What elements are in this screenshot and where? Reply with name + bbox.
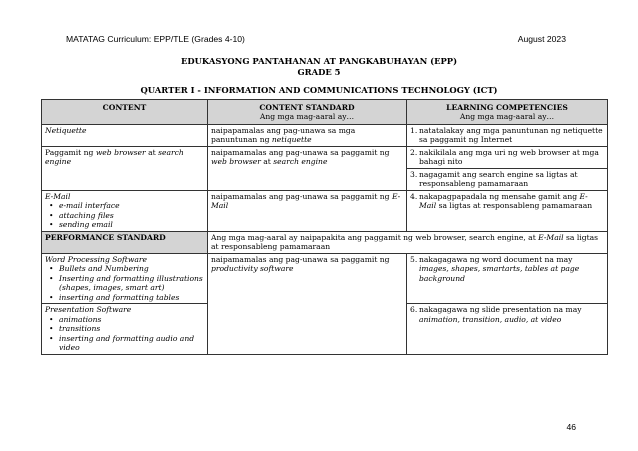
standard-cell: naipamamalas ang pag-unawa sa paggamit ng E-Mail [208, 190, 407, 231]
header-content-standard: CONTENT STANDARD Ang mga mag-aaral ay… [208, 100, 407, 125]
subject-title: EDUKASYONG PANTAHANAN AT PANGKABUHAYAN (EPP) [180, 56, 458, 66]
standard-cell: naipapamalas ang pag-unawa sa mga panuntunan ng netiquette [208, 124, 407, 146]
curriculum-table [41, 99, 608, 355]
standard-cell: naipamamalas ang pag-unawa sa paggamit ng productivity software [208, 253, 407, 354]
competency-cell: 5. nakagagawa ng word document na may images, shapes, smartarts, tables at page background [407, 253, 608, 303]
list-item: • transitions [59, 324, 204, 333]
competency-cell: 1. natatalakay ang mga panuntunan ng netiquette sa paggamit ng Internet [407, 124, 608, 146]
list-item: • Bullets and Numbering [59, 264, 204, 273]
curriculum-header: MATATAG Curriculum: EPP/TLE (Grades 4-10) [66, 34, 245, 44]
table-row [42, 124, 608, 146]
table-row [42, 146, 608, 168]
competency-cell: 4. nakapagpapadala ng mensahe gamit ang E-Mail sa ligtas at responsableng pamamaraan [407, 190, 608, 231]
performance-standard-text: Ang mga mag-aaral ay naipapakita ang paggamit ng web browser, search engine, at E-Mail sa ligtas at responsableng pamamaraan [208, 231, 608, 253]
table-header-row [42, 100, 608, 125]
content-cell: Presentation Software • animations • transitions • inserting and formatting audio and video [42, 304, 208, 354]
performance-standard-label: PERFORMANCE STANDARD [42, 231, 208, 253]
grade-title: GRADE 5 [297, 67, 341, 77]
date-header: August 2023 [517, 34, 566, 44]
list-item: • inserting and formatting tables [59, 293, 204, 302]
content-cell: E-Mail • e-mail interface • attaching files • sending email [42, 190, 208, 231]
list-item: • e-mail interface [59, 201, 204, 210]
content-cell: Paggamit ng web browser at search engine [42, 146, 208, 190]
list-item: • Inserting and formatting illustrations (shapes, images, smart art) [59, 274, 204, 293]
table-row [42, 190, 608, 231]
standard-cell: naipamamalas ang pag-unawa sa paggamit ng web browser at search engine [208, 146, 407, 190]
list-item: • inserting and formatting audio and video [59, 334, 204, 353]
table-row [42, 253, 608, 303]
performance-standard-row [42, 231, 608, 253]
list-item: • sending email [59, 220, 204, 229]
competency-cell: 3. nagagamit ang search engine sa ligtas at responsableng pamamaraan [407, 168, 608, 190]
header-content: CONTENT [42, 100, 208, 125]
page-number: 46 [566, 422, 576, 432]
header-learning-competencies: LEARNING COMPETENCIES Ang mga mag-aaral ay… [407, 100, 608, 125]
list-item: • animations [59, 315, 204, 324]
content-cell: Netiquette [42, 124, 208, 146]
competency-cell: 6. nakagagawa ng slide presentation na may animation, transition, audio, at video [407, 304, 608, 354]
quarter-title: QUARTER I - INFORMATION AND COMMUNICATIONS TECHNOLOGY (ICT) [140, 85, 498, 95]
content-cell: Word Processing Software • Bullets and Numbering • Inserting and formatting illustrations (shapes, images, smart art) • inserting and formatting tables [42, 253, 208, 303]
competency-cell: 2. nakikilala ang mga uri ng web browser at mga bahagi nito [407, 146, 608, 168]
list-item: • attaching files [59, 211, 204, 220]
